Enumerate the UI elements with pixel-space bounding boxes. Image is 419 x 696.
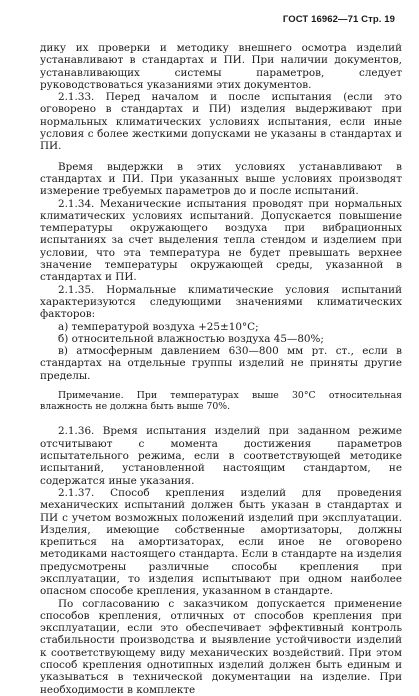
paragraph: 2.1.37. Способ крепления изделий для проведения механических испытаний должен быть указан в стандартах и ПИ с учетом возможных положений изделий при эксплуатации. Изделия, имеющие собственные амортизаторы, должны крепиться на амортизаторах, если иное не оговорено методиками настоящего стандарта. Если в стандарте на изделия предусмотрены различные способы крепления при эксплуатации, то изделия испытывают при одном наиболее опасном способе крепления, указанном в стандарте. — [40, 486, 402, 598]
paragraph: По согласованию с заказчиком допускается применение способов крепления, отличных от способов крепления при эксплуатации, если это обеспечивает эффективный контроль стабильности производства и выявление устойчивости изделий к соответствующему виду механических воздействий. При этом способ крепления однотипных изделий должен быть единым и указываться в технической документации на изделие. При необходимости в комплекте — [40, 597, 402, 696]
page-header — [283, 14, 395, 25]
list-item: в) атмосферным давлением 630—800 мм рт. ст., если в стандартах на отдельные группы изделий не приняты другие пределы. — [40, 345, 402, 382]
paragraph: 2.1.35. Нормальные климатические условия испытаний характеризуются следующими значениями климатических факторов: — [40, 283, 402, 321]
list-item: а) температурой воздуха +25±10°С; — [58, 320, 259, 333]
page-number: Стр. 19 — [361, 14, 395, 25]
note: Примечание. При температурах выше 30°С относительная влажность не должна быть выше 70%. — [40, 390, 402, 413]
paragraph: 2.1.34. Механические испытания проводят при нормальных климатических условиях испытаний. Допускается повышение температуры окружающего воздуха при вибрационных испытаниях за счет выделения тепла стендом и изделием при условии, что эта температура не будет превышать верхнее значение температуры окружающей среды, указанной в стандартах и ПИ. — [40, 197, 402, 284]
standard-number: ГОСТ 16962—71 — [282, 14, 359, 25]
list-item: б) относительной влажностью воздуха 45—80%; — [58, 332, 324, 345]
paragraph: дику их проверки и методику внешнего осмотра изделий устанавливают в стандартах и ПИ. При наличии документов, устанавливающих системы параметров, следует руководствоваться указаниями этих документов. — [40, 42, 402, 91]
body-text — [40, 42, 402, 696]
paragraph: 2.1.36. Время испытания изделий при заданном режиме отсчитывают с момента достижения параметров испытательного режима, если в соответствующей методике испытаний, установленной настоящим стандартом, не содержатся иные указания. — [40, 425, 402, 487]
paragraph: Время выдержки в этих условиях устанавливают в стандартах и ПИ. При указанных выше условиях производят измерение требуемых параметров до и после испытаний. — [40, 160, 402, 198]
paragraph: 2.1.33. Перед началом и после испытания (если это оговорено в стандартах и ПИ) изделия выдерживают при нормальных климатических условиях испытания, если иные условия с более жесткими допусками не указаны в стандартах и ПИ. — [40, 91, 402, 153]
